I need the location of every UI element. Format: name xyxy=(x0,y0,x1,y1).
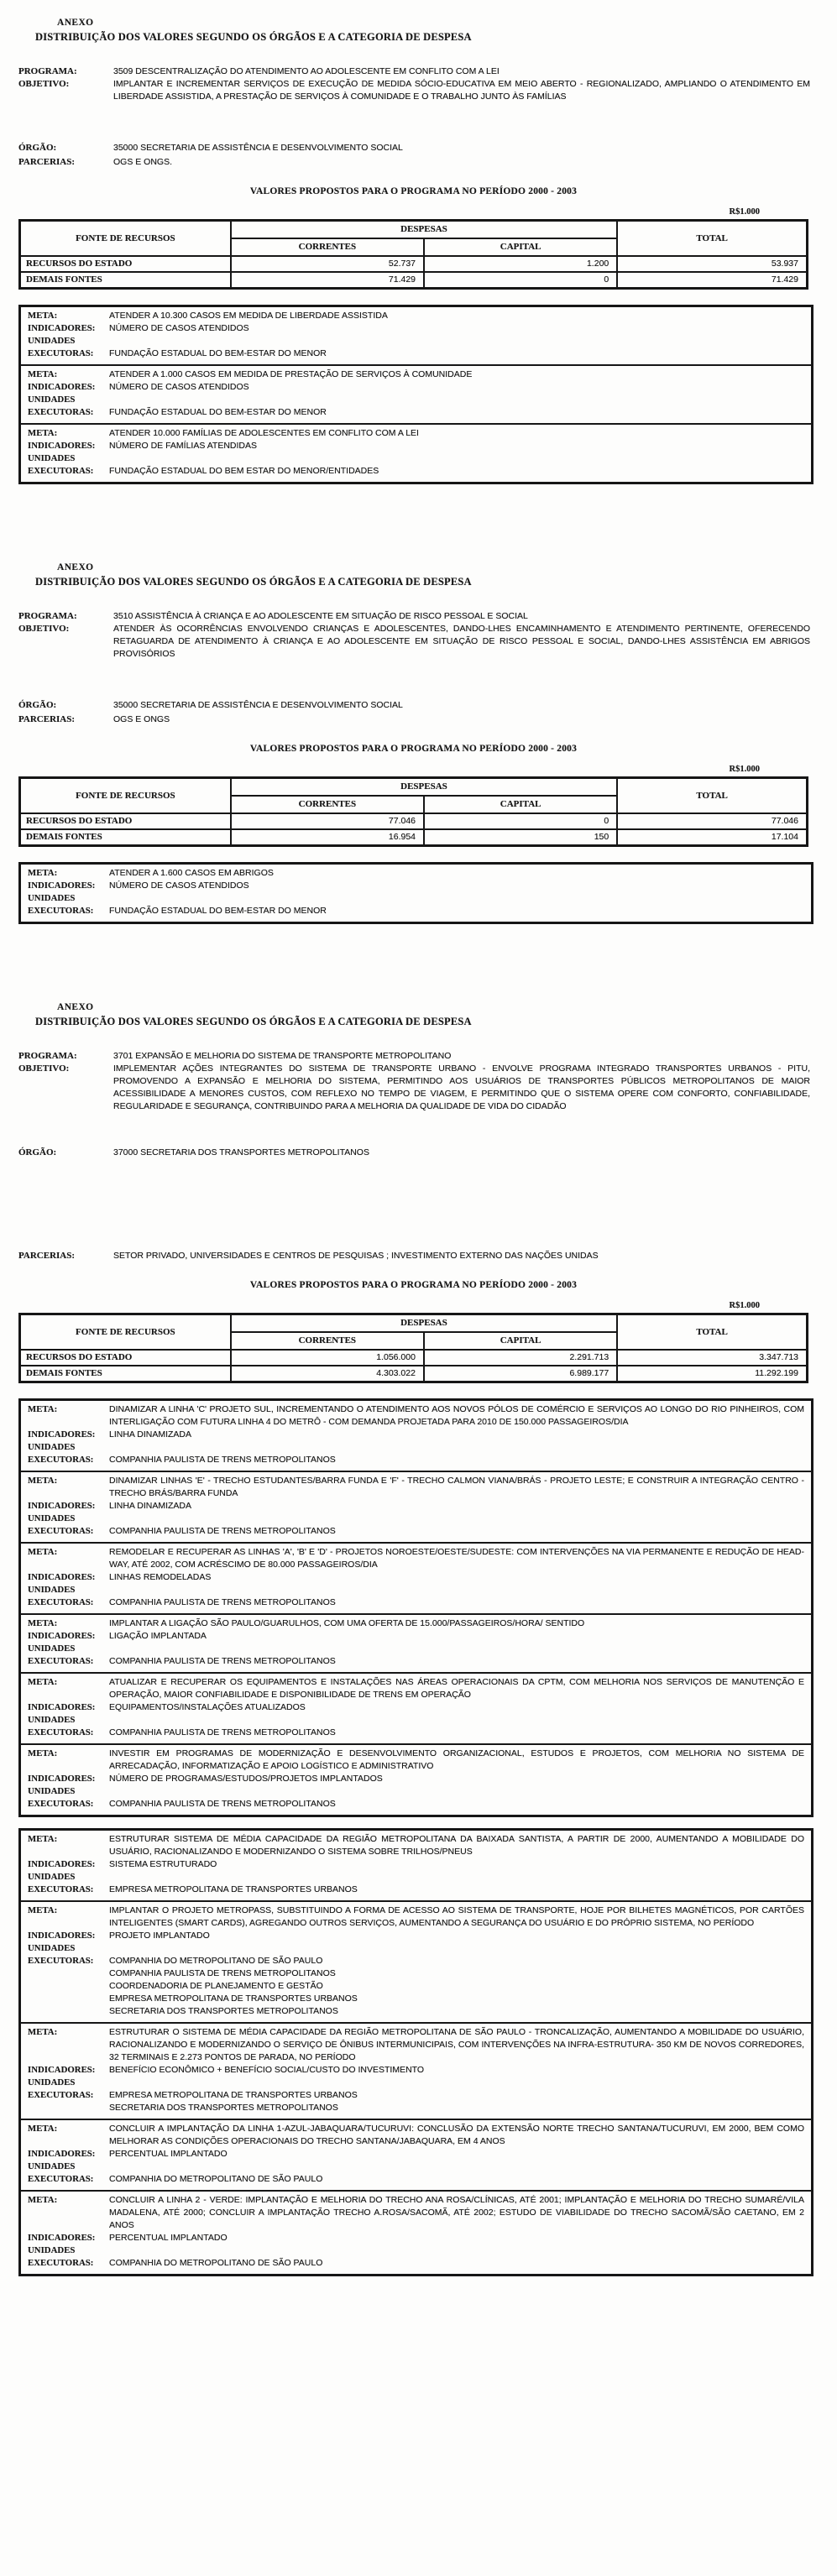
objetivo-label: OBJETIVO: xyxy=(18,624,70,634)
indicadores-label: INDICADORES: xyxy=(28,1859,96,1869)
executora-line: FUNDAÇÃO ESTADUAL DO BEM-ESTAR DO MENOR xyxy=(109,348,327,358)
programa-block xyxy=(18,610,812,661)
indicadores-label: INDICADORES: xyxy=(28,2065,96,2075)
funding-row xyxy=(20,813,808,829)
indicadores-label: INDICADORES: xyxy=(28,1501,96,1511)
correntes-cell: 4.303.022 xyxy=(231,1366,424,1382)
indicadores-label: INDICADORES: xyxy=(28,1931,96,1941)
meta-value: ATENDER A 10.300 CASOS EM MEDIDA DE LIBERDADE ASSISTIDA xyxy=(109,311,388,321)
meta-groups xyxy=(18,862,812,924)
meta-value: IMPLANTAR A LIGAÇÃO SÃO PAULO/GUARULHOS, COM UMA OFERTA DE 15.000/PASSAGEIROS/HORA/ SENTIDO xyxy=(109,1618,585,1628)
executora-line: COMPANHIA PAULISTA DE TRENS METROPOLITANOS xyxy=(109,1526,336,1536)
funding-table-body xyxy=(20,1350,808,1382)
executoras-value xyxy=(109,347,804,360)
funding-header-despesas: DESPESAS xyxy=(231,221,618,239)
executoras-label: EXECUTORAS: xyxy=(28,906,94,916)
parcerias-label: PARCERIAS: xyxy=(18,157,76,167)
executoras-value xyxy=(109,465,804,478)
anexo-section xyxy=(18,1001,812,2276)
total-cell: 77.046 xyxy=(617,813,807,829)
funding-header-total: TOTAL xyxy=(617,221,807,257)
indicadores-value: BENEFÍCIO ECONÔMICO + BENEFÍCIO SOCIAL/CUSTO DO INVESTIMENTO xyxy=(109,2065,425,2075)
executoras-label: EXECUTORAS: xyxy=(28,1799,94,1809)
indicadores-value: LINHA DINAMIZADA xyxy=(109,1429,192,1440)
capital-cell: 0 xyxy=(424,813,617,829)
total-cell: 71.429 xyxy=(617,272,807,289)
meta-value: DINAMIZAR A LINHA 'C' PROJETO SUL, INCREMENTANDO O ATENDIMENTO AOS NOVOS PÓLOS DE COMÉRCIO E SERVIÇOS AO LONGO DO RIO PINHEIROS, COM INTERLIGAÇÃO COM FUTURA LINHA 4 DO METRÔ - COM DEMANDA PROJETADA PARA 2010 DE 150.000 PASSAGEIROS/DIA xyxy=(109,1404,804,1427)
executora-line: COMPANHIA PAULISTA DE TRENS METROPOLITANOS xyxy=(109,1799,336,1809)
meta-value: CONCLUIR A LINHA 2 - VERDE: IMPLANTAÇÃO E MELHORIA DO TRECHO ANA ROSA/CLÍNICAS, ATÉ 2001; IMPLANTAÇÃO E MELHORIA DO TRECHO SUMARÉ/VILA MADALENA, ATÉ 2000; CONCLUIR A IMPLANTAÇÃO TRECHO A.ROSA/SACOMÃ, ATÉ 2002; ESTUDO DE VIABILIDADE DO TRECHO SACOMÃ/SÃO CAETANO, EM 2 ANOS xyxy=(109,2195,804,2230)
orgao-value: 37000 SECRETARIA DOS TRANSPORTES METROPOLITANOS xyxy=(113,1147,369,1157)
executora-line: COMPANHIA PAULISTA DE TRENS METROPOLITANOS xyxy=(109,1968,336,1978)
meta-block xyxy=(21,865,811,922)
distribution-title: DISTRIBUIÇÃO DOS VALORES SEGUNDO OS ÓRGÃOS E A CATEGORIA DE DESPESA xyxy=(35,576,472,588)
indicadores-label: INDICADORES: xyxy=(28,1774,96,1784)
unidades-label: UNIDADES xyxy=(28,1943,76,1953)
anexo-heading: ANEXO xyxy=(57,562,94,572)
objetivo-label: OBJETIVO: xyxy=(18,1063,70,1074)
funding-header-capital: CAPITAL xyxy=(424,238,617,256)
funding-header-correntes: CORRENTES xyxy=(231,1332,424,1350)
executora-line: COORDENADORIA DE PLANEJAMENTO E GESTÃO xyxy=(109,1981,323,1991)
funding-header-fonte: FONTE DE RECURSOS xyxy=(20,221,231,257)
indicadores-value: NÚMERO DE CASOS ATENDIDOS xyxy=(109,382,249,392)
executoras-label: EXECUTORAS: xyxy=(28,1526,94,1536)
executoras-value xyxy=(109,1727,804,1739)
programa-value: 3509 DESCENTRALIZAÇÃO DO ATENDIMENTO AO ADOLESCENTE EM CONFLITO COM A LEI xyxy=(113,66,500,76)
meta-block xyxy=(21,1613,811,1672)
parcerias-value: OGS E ONGS. xyxy=(113,157,173,167)
executora-line: SECRETARIA DOS TRANSPORTES METROPOLITANOS xyxy=(109,2103,338,2113)
indicadores-value: LIGAÇÃO IMPLANTADA xyxy=(109,1631,207,1641)
funding-table xyxy=(18,1313,808,1383)
total-cell: 3.347.713 xyxy=(617,1350,807,1366)
meta-block xyxy=(21,1672,811,1743)
meta-block xyxy=(21,1900,811,2022)
currency-note: R$1.000 xyxy=(729,765,760,774)
meta-label: META: xyxy=(28,1404,58,1414)
executora-line: FUNDAÇÃO ESTADUAL DO BEM-ESTAR DO MENOR xyxy=(109,906,327,916)
unidades-label: UNIDADES xyxy=(28,1585,76,1595)
executoras-label: EXECUTORAS: xyxy=(28,1597,94,1607)
unidades-label: UNIDADES xyxy=(28,336,76,346)
valores-section xyxy=(18,1279,808,1383)
valores-section xyxy=(18,743,808,847)
meta-block xyxy=(21,1401,811,1471)
funding-row xyxy=(20,1350,808,1366)
parcerias-value: OGS E ONGS xyxy=(113,714,170,724)
meta-label: META: xyxy=(28,2027,58,2037)
funding-row xyxy=(20,256,808,272)
funding-header-despesas: DESPESAS xyxy=(231,1314,618,1333)
indicadores-value: PERCENTUAL IMPLANTADO xyxy=(109,2233,228,2243)
funding-header-total: TOTAL xyxy=(617,1314,807,1351)
executoras-value xyxy=(109,905,804,917)
objetivo-label: OBJETIVO: xyxy=(18,79,70,89)
total-cell: 17.104 xyxy=(617,829,807,846)
correntes-cell: 71.429 xyxy=(231,272,424,289)
funding-header-correntes: CORRENTES xyxy=(231,238,424,256)
executora-line: EMPRESA METROPOLITANA DE TRANSPORTES URBANOS xyxy=(109,1993,358,2004)
funding-table-body xyxy=(20,813,808,846)
valores-section xyxy=(18,185,808,290)
anexo-section xyxy=(18,17,812,484)
unidades-label: UNIDADES xyxy=(28,2245,76,2255)
unidades-label: UNIDADES xyxy=(28,1513,76,1523)
meta-block xyxy=(21,423,811,482)
anexo-heading: ANEXO xyxy=(57,18,94,28)
parcerias-value: SETOR PRIVADO, UNIVERSIDADES E CENTROS DE PESQUISAS ; INVESTIMENTO EXTERNO DAS NAÇÕES UNIDAS xyxy=(113,1251,599,1261)
meta-value: ATENDER A 1.000 CASOS EM MEDIDA DE PRESTAÇÃO DE SERVIÇOS À COMUNIDADE xyxy=(109,369,473,379)
executoras-value xyxy=(109,1798,804,1811)
unidades-label: UNIDADES xyxy=(28,2077,76,2087)
programa-value: 3701 EXPANSÃO E MELHORIA DO SISTEMA DE TRANSPORTE METROPOLITANO xyxy=(113,1051,452,1061)
orgao-label: ÓRGÃO: xyxy=(18,143,57,153)
executora-line: COMPANHIA PAULISTA DE TRENS METROPOLITANOS xyxy=(109,1455,336,1465)
parcerias-block xyxy=(18,713,812,726)
valores-title: VALORES PROPOSTOS PARA O PROGRAMA NO PERÍODO 2000 - 2003 xyxy=(249,186,578,196)
meta-label: META: xyxy=(28,2124,58,2134)
fonte-cell: DEMAIS FONTES xyxy=(20,1366,231,1382)
funding-header-fonte: FONTE DE RECURSOS xyxy=(20,778,231,814)
correntes-cell: 52.737 xyxy=(231,256,424,272)
executoras-label: EXECUTORAS: xyxy=(28,407,94,417)
unidades-label: UNIDADES xyxy=(28,1442,76,1452)
fonte-cell: RECURSOS DO ESTADO xyxy=(20,813,231,829)
meta-block xyxy=(21,1542,811,1613)
parcerias-label: PARCERIAS: xyxy=(18,1251,76,1261)
meta-value: ATENDER A 1.600 CASOS EM ABRIGOS xyxy=(109,868,274,878)
unidades-label: UNIDADES xyxy=(28,1643,76,1654)
meta-groups xyxy=(18,1398,812,2276)
correntes-cell: 1.056.000 xyxy=(231,1350,424,1366)
meta-value: CONCLUIR A IMPLANTAÇÃO DA LINHA 1-AZUL-JABAQUARA/TUCURUVI: CONCLUSÃO DA EXTENSÃO NORTE TRECHO SANTANA/TUCURUVI, EM 2000, BEM COMO MELHORAR AS CONDIÇÕES OPERACIONAIS DO TRECHO SANTANA/JABAQUARA, EM 4 ANOS xyxy=(109,2124,804,2146)
indicadores-value: NÚMERO DE FAMÍLIAS ATENDIDAS xyxy=(109,441,258,451)
indicadores-label: INDICADORES: xyxy=(28,1572,96,1582)
indicadores-label: INDICADORES: xyxy=(28,382,96,392)
capital-cell: 1.200 xyxy=(424,256,617,272)
meta-label: META: xyxy=(28,2195,58,2205)
meta-value: IMPLANTAR O PROJETO METROPASS, SUBSTITUINDO A FORMA DE ACESSO AO SISTEMA DE TRANSPORTE, HOJE POR BILHETES MAGNÉTICOS, POR CARTÕES INTELIGENTES (SMART CARDS), AGREGANDO OUTROS SERVIÇOS, AUMENTANDO A SEGURANÇA DO USUÁRIO E DO PRÓPRIO SISTEMA, NO PERÍODO xyxy=(109,1905,804,1928)
executoras-value xyxy=(109,1454,804,1466)
programa-label: PROGRAMA: xyxy=(18,1051,77,1061)
unidades-label: UNIDADES xyxy=(28,2161,76,2171)
correntes-cell: 77.046 xyxy=(231,813,424,829)
indicadores-value: NÚMERO DE PROGRAMAS/ESTUDOS/PROJETOS IMPLANTADOS xyxy=(109,1774,383,1784)
executoras-label: EXECUTORAS: xyxy=(28,348,94,358)
executoras-value xyxy=(109,1955,804,2018)
meta-block xyxy=(21,1471,811,1542)
meta-label: META: xyxy=(28,1618,58,1628)
meta-value: ATUALIZAR E RECUPERAR OS EQUIPAMENTOS E INSTALAÇÕES NAS ÁREAS OPERACIONAIS DA CPTM, COM MELHORIA NOS SERVIÇOS DE MANUTENÇÃO E OPERAÇÃO, MAIOR CONFIABILIDADE E DISPONIBILIDADE DE TRENS EM OPERAÇÃO xyxy=(109,1677,804,1700)
meta-label: META: xyxy=(28,1677,58,1687)
executoras-value xyxy=(109,1884,804,1896)
meta-block xyxy=(21,307,811,364)
objetivo-value: IMPLEMENTAR AÇÕES INTEGRANTES DO SISTEMA DE TRANSPORTE URBANO - ENVOLVE PROGRAMA INTEGRADO TRANSPORTES URBANOS - PITU, PROMOVENDO A EXPANSÃO E MELHORIA DO SISTEMA, PERMITINDO AOS USUÁRIOS DE TRANSPORTES PÚBLICOS METROPOLITANOS DE MAIOR ACESSIBILIDADE A MENORES CUSTOS, COM REFLEXO NO TEMPO DE VIAGEM, E PERMITINDO QUE O SISTEMA OPERE COM CONFORTO, CONFIABILIDADE, REGULARIDADE E SEGURANÇA, CONTRIBUINDO PARA A MELHORIA DA QUALIDADE DE VIDA DO CIDADÃO xyxy=(113,1063,810,1111)
metas-table xyxy=(18,862,813,924)
fonte-cell: RECURSOS DO ESTADO xyxy=(20,256,231,272)
valores-title: VALORES PROPOSTOS PARA O PROGRAMA NO PERÍODO 2000 - 2003 xyxy=(249,744,578,754)
executora-line: COMPANHIA DO METROPOLITANO DE SÃO PAULO xyxy=(109,1956,323,1966)
indicadores-value: LINHA DINAMIZADA xyxy=(109,1501,192,1511)
executoras-label: EXECUTORAS: xyxy=(28,1656,94,1666)
executoras-label: EXECUTORAS: xyxy=(28,1884,94,1894)
executora-line: FUNDAÇÃO ESTADUAL DO BEM-ESTAR DO MENOR xyxy=(109,407,327,417)
executoras-value xyxy=(109,1596,804,1609)
metas-table xyxy=(18,1828,813,2276)
meta-label: META: xyxy=(28,369,58,379)
fonte-cell: DEMAIS FONTES xyxy=(20,272,231,289)
executoras-label: EXECUTORAS: xyxy=(28,1455,94,1465)
executora-line: FUNDAÇÃO ESTADUAL DO BEM ESTAR DO MENOR/ENTIDADES xyxy=(109,466,379,476)
valores-title: VALORES PROPOSTOS PARA O PROGRAMA NO PERÍODO 2000 - 2003 xyxy=(249,1280,578,1290)
executoras-value xyxy=(109,406,804,419)
capital-cell: 6.989.177 xyxy=(424,1366,617,1382)
parcerias-label: PARCERIAS: xyxy=(18,714,76,724)
metas-table xyxy=(18,305,813,484)
executoras-value xyxy=(109,2089,804,2114)
funding-row xyxy=(20,829,808,846)
funding-header-correntes: CORRENTES xyxy=(231,796,424,813)
meta-block xyxy=(21,364,811,423)
total-cell: 11.292.199 xyxy=(617,1366,807,1382)
executoras-value xyxy=(109,1655,804,1668)
executora-line: SECRETARIA DOS TRANSPORTES METROPOLITANOS xyxy=(109,2006,338,2016)
executoras-value xyxy=(109,2257,804,2270)
orgao-value: 35000 SECRETARIA DE ASSISTÊNCIA E DESENVOLVIMENTO SOCIAL xyxy=(113,700,403,710)
meta-groups xyxy=(18,305,812,484)
unidades-label: UNIDADES xyxy=(28,453,76,463)
currency-note: R$1.000 xyxy=(729,1301,760,1310)
funding-row xyxy=(20,272,808,289)
executoras-label: EXECUTORAS: xyxy=(28,466,94,476)
meta-value: DINAMIZAR LINHAS 'E' - TRECHO ESTUDANTES/BARRA FUNDA E 'F' - TRECHO CALMON VIANA/BRÁS - PROJETO LESTE; E CONSTRUIR A INTEGRAÇÃO CENTRO - TRECHO BRÁS/BARRA FUNDA xyxy=(109,1476,804,1498)
indicadores-value: LINHAS REMODELADAS xyxy=(109,1572,212,1582)
capital-cell: 0 xyxy=(424,272,617,289)
capital-cell: 150 xyxy=(424,829,617,846)
meta-value: INVESTIR EM PROGRAMAS DE MODERNIZAÇÃO E DESENVOLVIMENTO ORGANIZACIONAL, ESTUDOS E PROJETOS, COM MELHORIA NO SISTEMA DE ARRECADAÇÃO, INFORMATIZAÇÃO E APOIO LOGÍSTICO E ADMINISTRATIVO xyxy=(109,1748,804,1771)
indicadores-value: EQUIPAMENTOS/INSTALAÇÕES ATUALIZADOS xyxy=(109,1702,306,1712)
indicadores-value: PERCENTUAL IMPLANTADO xyxy=(109,2149,228,2159)
executoras-label: EXECUTORAS: xyxy=(28,1956,94,1966)
executoras-label: EXECUTORAS: xyxy=(28,2090,94,2100)
funding-table xyxy=(18,219,808,290)
programa-label: PROGRAMA: xyxy=(18,611,77,621)
indicadores-value: NÚMERO DE CASOS ATENDIDOS xyxy=(109,880,249,891)
distribution-title: DISTRIBUIÇÃO DOS VALORES SEGUNDO OS ÓRGÃOS E A CATEGORIA DE DESPESA xyxy=(35,1016,472,1027)
meta-label: META: xyxy=(28,1476,58,1486)
correntes-cell: 16.954 xyxy=(231,829,424,846)
meta-block xyxy=(21,2190,811,2274)
indicadores-value: PROJETO IMPLANTADO xyxy=(109,1931,210,1941)
meta-block xyxy=(21,2119,811,2190)
programa-block xyxy=(18,65,812,103)
unidades-label: UNIDADES xyxy=(28,893,76,903)
anexo-section xyxy=(18,562,812,924)
executoras-label: EXECUTORAS: xyxy=(28,1727,94,1737)
meta-block xyxy=(21,1743,811,1815)
indicadores-label: INDICADORES: xyxy=(28,1429,96,1440)
indicadores-label: INDICADORES: xyxy=(28,441,96,451)
programa-block xyxy=(18,1050,812,1113)
objetivo-value: IMPLANTAR E INCREMENTAR SERVIÇOS DE EXECUÇÃO DE MEDIDA SÓCIO-EDUCATIVA EM MEIO ABERTO - REGIONALIZADO, AMPLIANDO O ATENDIMENTO EM LIBERDADE ASSISTIDA, A PRESTAÇÃO DE SERVIÇOS À COMUNIDADE E O TRABALHO JUNTO ÀS FAMÍLIAS xyxy=(113,79,810,102)
executora-line: COMPANHIA DO METROPOLITANO DE SÃO PAULO xyxy=(109,2174,323,2184)
objetivo-value: ATENDER ÀS OCORRÊNCIAS ENVOLVENDO CRIANÇAS E ADOLESCENTES, DANDO-LHES ENCAMINHAMENTO E ATENDIMENTO PERTINENTE, OFERECENDO RETAGUARDA DE ATENDIMENTO À CRIANÇA E AO ADOLESCENTE EM SITUAÇÃO DE RISCO PESSOAL E SOCIAL, DANDO-LHES ASSISTÊNCIA EM ABRIGOS PROVISÓRIOS xyxy=(113,624,810,659)
anexo-heading: ANEXO xyxy=(57,1002,94,1012)
parcerias-block xyxy=(18,156,812,169)
executora-line: COMPANHIA PAULISTA DE TRENS METROPOLITANOS xyxy=(109,1656,336,1666)
meta-label: META: xyxy=(28,868,58,878)
distribution-title: DISTRIBUIÇÃO DOS VALORES SEGUNDO OS ÓRGÃOS E A CATEGORIA DE DESPESA xyxy=(35,31,472,43)
meta-label: META: xyxy=(28,1547,58,1557)
orgao-value: 35000 SECRETARIA DE ASSISTÊNCIA E DESENVOLVIMENTO SOCIAL xyxy=(113,143,403,153)
unidades-label: UNIDADES xyxy=(28,1872,76,1882)
funding-header-capital: CAPITAL xyxy=(424,1332,617,1350)
unidades-label: UNIDADES xyxy=(28,1715,76,1725)
executoras-value xyxy=(109,2173,804,2186)
fonte-cell: DEMAIS FONTES xyxy=(20,829,231,846)
fonte-cell: RECURSOS DO ESTADO xyxy=(20,1350,231,1366)
orgao-block xyxy=(18,1147,812,1159)
executora-line: EMPRESA METROPOLITANA DE TRANSPORTES URBANOS xyxy=(109,1884,358,1894)
funding-header-total: TOTAL xyxy=(617,778,807,814)
orgao-block xyxy=(18,699,812,712)
funding-header-despesas: DESPESAS xyxy=(231,778,618,797)
capital-cell: 2.291.713 xyxy=(424,1350,617,1366)
funding-table xyxy=(18,776,808,847)
meta-label: META: xyxy=(28,1905,58,1915)
meta-label: META: xyxy=(28,1748,58,1758)
executora-line: EMPRESA METROPOLITANA DE TRANSPORTES URBANOS xyxy=(109,2090,358,2100)
executora-line: COMPANHIA PAULISTA DE TRENS METROPOLITANOS xyxy=(109,1727,336,1737)
indicadores-value: SISTEMA ESTRUTURADO xyxy=(109,1859,217,1869)
funding-header-fonte: FONTE DE RECURSOS xyxy=(20,1314,231,1351)
metas-table xyxy=(18,1398,813,1817)
indicadores-label: INDICADORES: xyxy=(28,1702,96,1712)
programa-value: 3510 ASSISTÊNCIA À CRIANÇA E AO ADOLESCENTE EM SITUAÇÃO DE RISCO PESSOAL E SOCIAL xyxy=(113,611,528,621)
indicadores-label: INDICADORES: xyxy=(28,880,96,891)
indicadores-label: INDICADORES: xyxy=(28,323,96,333)
funding-table-body xyxy=(20,256,808,289)
meta-label: META: xyxy=(28,311,58,321)
orgao-label: ÓRGÃO: xyxy=(18,1147,57,1157)
meta-block xyxy=(21,2022,811,2119)
funding-header-capital: CAPITAL xyxy=(424,796,617,813)
unidades-label: UNIDADES xyxy=(28,394,76,405)
meta-value: REMODELAR E RECUPERAR AS LINHAS 'A', 'B' E 'D' - PROJETOS NOROESTE/OESTE/SUDESTE: COM INTERVENÇÕES NA VIA PERMANENTE E REDUÇÃO DE HEAD-WAY, ATÉ 2002, COM ACRÉSCIMO DE 80.000 PASSAGEIROS/DIA xyxy=(109,1547,804,1570)
meta-value: ESTRUTURAR SISTEMA DE MÉDIA CAPACIDADE DA REGIÃO METROPOLITANA DA BAIXADA SANTISTA, A PARTIR DE 2000, AUMENTANDO A MOBILIDADE DO USUÁRIO, RACIONALIZANDO E MODERNIZANDO O SISTEMA SOBRE TRILHOS/PNEUS xyxy=(109,1834,804,1857)
meta-value: ATENDER 10.000 FAMÍLIAS DE ADOLESCENTES EM CONFLITO COM A LEI xyxy=(109,428,419,438)
orgao-block xyxy=(18,142,812,154)
meta-block xyxy=(21,1831,811,1900)
indicadores-value: NÚMERO DE CASOS ATENDIDOS xyxy=(109,323,249,333)
unidades-label: UNIDADES xyxy=(28,1786,76,1796)
total-cell: 53.937 xyxy=(617,256,807,272)
executoras-label: EXECUTORAS: xyxy=(28,2258,94,2268)
meta-label: META: xyxy=(28,1834,58,1844)
meta-value: ESTRUTURAR O SISTEMA DE MÉDIA CAPACIDADE DA REGIÃO METROPOLITANA DE SÃO PAULO - TRONCALIZAÇÃO, AUMENTANDO A MOBILIDADE DO USUÁRIO, RACIONALIZANDO E MODERNIZANDO O SERVIÇO DE ÔNIBUS INTERMUNICIPAIS, COM INTERVENÇÕES NA INFRA-ESTRUTURA- 350 KM DE NOVOS CORREDORES, 32 TERMINAIS E 2.273 PONTOS DE PARADA, NO PERÍODO xyxy=(109,2027,804,2062)
indicadores-label: INDICADORES: xyxy=(28,2149,96,2159)
currency-note: R$1.000 xyxy=(729,207,760,217)
executora-line: COMPANHIA DO METROPOLITANO DE SÃO PAULO xyxy=(109,2258,323,2268)
funding-row xyxy=(20,1366,808,1382)
indicadores-label: INDICADORES: xyxy=(28,1631,96,1641)
parcerias-block xyxy=(18,1250,812,1262)
orgao-label: ÓRGÃO: xyxy=(18,700,57,710)
executora-line: COMPANHIA PAULISTA DE TRENS METROPOLITANOS xyxy=(109,1597,336,1607)
meta-label: META: xyxy=(28,428,58,438)
programa-label: PROGRAMA: xyxy=(18,66,77,76)
executoras-value xyxy=(109,1525,804,1538)
executoras-label: EXECUTORAS: xyxy=(28,2174,94,2184)
indicadores-label: INDICADORES: xyxy=(28,2233,96,2243)
